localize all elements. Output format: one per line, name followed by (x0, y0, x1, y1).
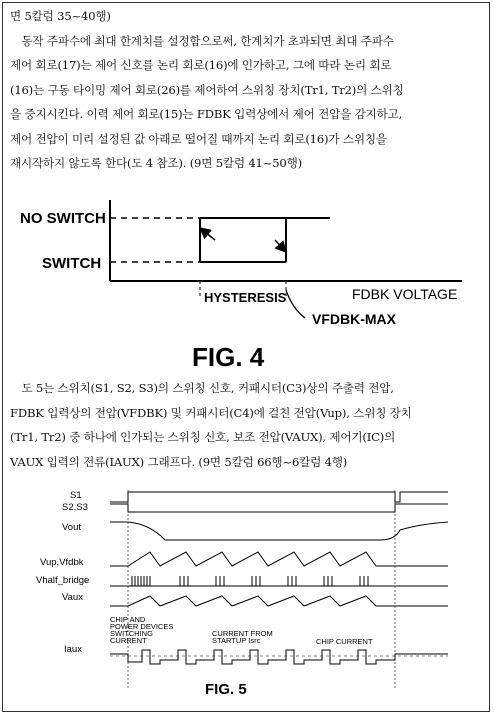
paragraph-2 (10, 376, 484, 474)
text-line: FDBK 입력상의 전압(VFDBK) 및 커패시터(C4)에 걸친 전압(Vup), 스위칭 장치 (10, 405, 412, 420)
fig5-vup-trace (110, 552, 448, 566)
fig5-chip-power-label-1: CHIP AND (110, 615, 146, 624)
fig4-vfdbk-leader (286, 290, 305, 318)
fig5-vhalf-trace (110, 576, 448, 586)
fig5-vaux-trace (110, 596, 448, 606)
fig5-vup-label: Vup,Vfdbk (40, 557, 84, 568)
text-line: VAUX 입력의 전류(IAUX) 그래프다. (9면 5칼럼 66행~6칼럼 4행) (10, 454, 348, 469)
fig5-vout-label: Vout (62, 522, 82, 533)
figure-4 (0, 190, 494, 370)
text-line: 재시작하지 않도록 한다(도 4 참조). (9면 5칼럼 41~50행) (10, 156, 302, 170)
text-line: 제어 전압이 미리 설정된 값 아래로 떨어질 때까지 논리 회로(16)가 스위칭을 (10, 131, 387, 146)
fig5-iaux-trace (110, 650, 448, 664)
fig4-caption: FIG. 4 (192, 342, 265, 370)
fig5-vaux-label: Vaux (62, 592, 83, 603)
fig4-arrow-down (275, 240, 286, 252)
text-line: 도 5는 스위치(S1, S2, S3)의 스위칭 신호, 커패시터(C3)상의 주출력 전압, (10, 381, 394, 395)
fig4-fdbk-voltage-label: FDBK VOLTAGE (352, 286, 458, 302)
fig5-startup-label-1: CURRENT FROM (212, 629, 273, 638)
fig5-chip-power-label-4: CURRENT (110, 636, 147, 645)
fig5-vhalf-label: Vhalf_bridge (36, 575, 90, 586)
fig4-switch-label: SWITCH (42, 255, 102, 272)
text-line: 제어 회로(17)는 제어 신호를 논리 회로(16)에 인가하고, 그에 따라 논리 회로 (10, 58, 392, 72)
fig5-iaux-label: Iaux (64, 644, 82, 655)
text-line: (Tr1, Tr2) 중 하나에 인가되는 스위칭 신호, 보조 전압(VAUX), 제어기(IC)의 (10, 430, 396, 444)
fig5-s1-trace (110, 492, 448, 502)
fig5-caption: FIG. 5 (205, 681, 247, 698)
fig5-startup-label-2: STARTUP Isrc (212, 636, 261, 645)
fig5-s1-label: S1 (70, 490, 82, 501)
fig4-arrow-up (200, 228, 215, 240)
text-line: 면 5칼럼 35~40행) (10, 9, 111, 23)
paragraph-1 (10, 4, 484, 176)
fig4-no-switch-label: NO SWITCH (20, 210, 106, 227)
fig5-chip-current-label: CHIP CURRENT (316, 637, 373, 646)
fig5-s2s3-trace (110, 504, 448, 512)
fig5-s2s3-label: S2,S3 (62, 502, 88, 513)
text-line: 을 중지시킨다. 이력 제어 회로(15)는 FDBK 입력상에서 제어 전압을 감지하고, (10, 107, 403, 121)
text-line: (16)는 구동 타이밍 제어 회로(26)를 제어하여 스위칭 장치(Tr1, Tr2)의 스위칭 (10, 82, 404, 97)
fig5-vout-trace (110, 522, 448, 540)
fig4-vfdbk-max-label: VFDBK-MAX (312, 311, 396, 327)
fig4-hysteresis-label: HYSTERESIS (204, 290, 287, 305)
fig5-chip-power-label-2: POWER DEVICES (110, 622, 174, 631)
text-line: 동작 주파수에 최대 한계치를 설정함으로써, 한계치가 초과되면 최대 주파수 (10, 33, 394, 48)
figure-5 (0, 478, 494, 710)
fig5-chip-power-label-3: SWITCHING (110, 629, 153, 638)
